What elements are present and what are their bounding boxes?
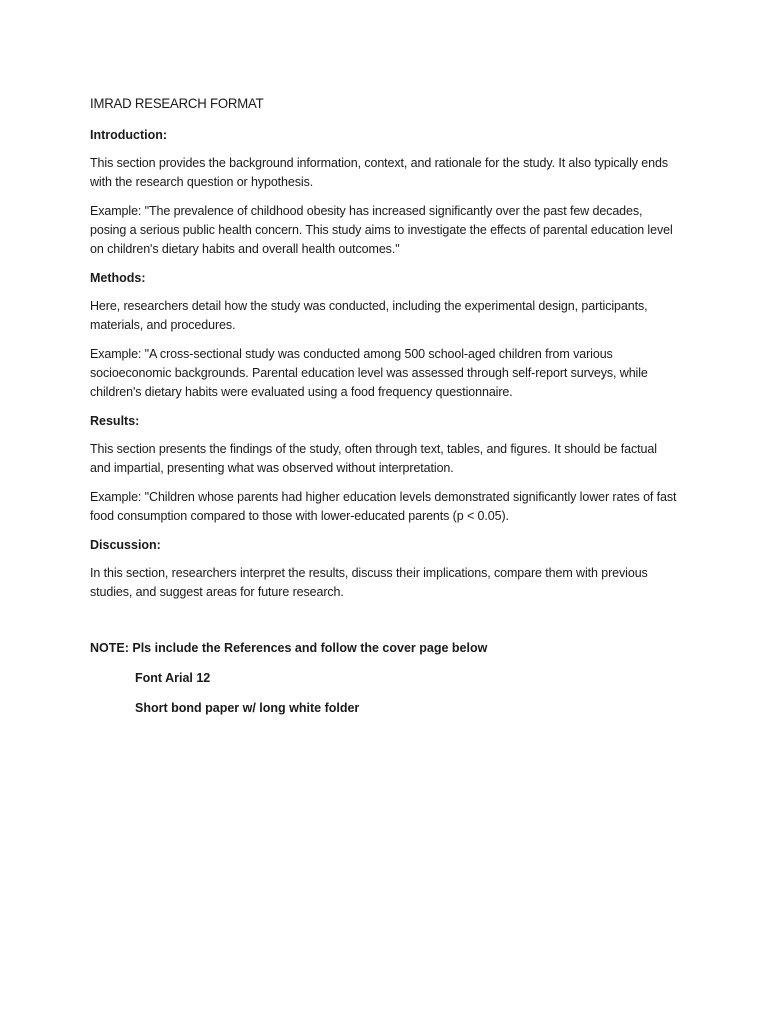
introduction-example: Example: "The prevalence of childhood obesity has increased significantly over the past few decades, posing a serious public health concern. This study aims to investigate the effects of parental education level on children's dietary habits and overall health outcomes." [90,204,673,256]
section-heading-discussion: Discussion: [90,538,161,552]
methods-paragraph: Here, researchers detail how the study was conducted, including the experimental design, participants, materials, and procedures. [90,299,648,332]
results-example: Example: "Children whose parents had higher education levels demonstrated significantly lower rates of fast food consumption compared to those with lower-educated parents (p < 0.05). [90,490,677,523]
introduction-paragraph: This section provides the background information, context, and rationale for the study. It also typically ends with the research question or hypothesis. [90,156,668,189]
methods-example: Example: "A cross-sectional study was conducted among 500 school-aged children from various socioeconomic backgrounds. Parental education level was assessed through self-report surveys, while children's dietary habits were evaluated using a food frequency questionnaire. [90,347,648,399]
section-heading-results: Results: [90,414,140,428]
note-line: NOTE: Pls include the References and follow the cover page below [90,641,488,655]
spacer [90,612,680,639]
section-heading-methods: Methods: [90,271,146,285]
document-title: IMRAD RESEARCH FORMAT [90,95,264,111]
results-paragraph: This section presents the findings of the study, often through text, tables, and figures. It should be factual and impartial, presenting what was observed without interpretation. [90,442,657,475]
note-item-paper: Short bond paper w/ long white folder [135,701,360,715]
document-page [90,94,680,729]
discussion-paragraph: In this section, researchers interpret the results, discuss their implications, compare them with previous studies, and suggest areas for future research. [90,566,648,599]
note-item-font: Font Arial 12 [135,671,211,685]
section-heading-introduction: Introduction: [90,128,168,142]
